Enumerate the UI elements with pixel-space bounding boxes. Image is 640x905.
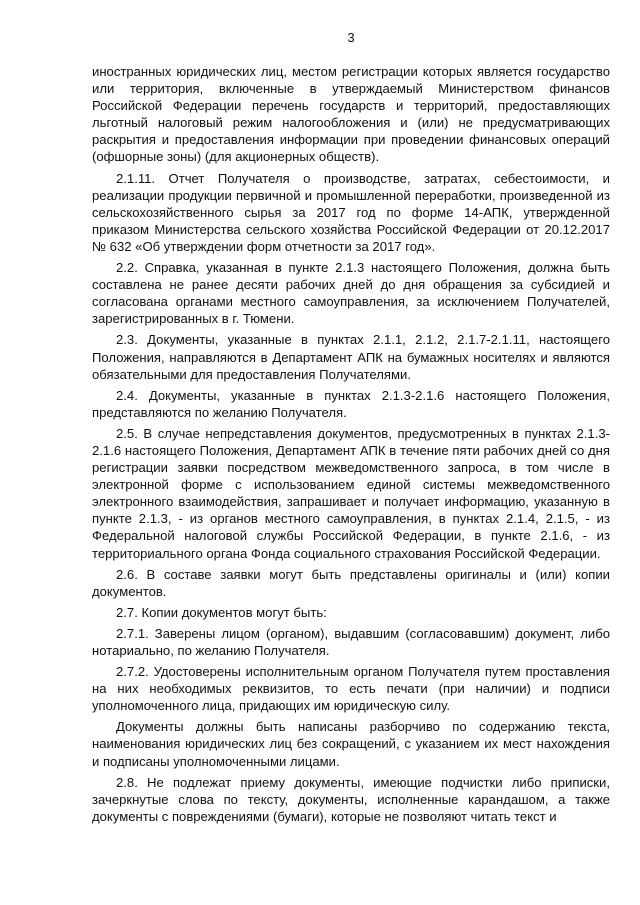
paragraph-2-1-11: 2.1.11. Отчет Получателя о производстве, затратах, себестоимости, и реализации продукции первичной и промышленной переработки, произведенной из сельскохозяйственного сырья за 2017 год по форме 14-АПК, утвержденной приказом Министерства сельского хозяйства Российской Федерации от 20.12.2017 № 632 «Об утверждении форм отчетности за 2017 год». [92, 170, 610, 254]
paragraph-continuation: иностранных юридических лиц, местом регистрации которых является государство или территория, включенные в утверждаемый Министерством финансов Российской Федерации перечень государств и территорий, предоставляющих льготный налоговый режим налогообложения и (или) не предусматривающих раскрытия и предоставления информации при проведении финансовых операций (офшорные зоны) (для акционерных обществ). [92, 64, 610, 165]
paragraph-2-7: 2.7. Копии документов могут быть: [116, 604, 327, 620]
paragraph-2-7-2: 2.7.2. Удостоверены исполнительным органом Получателя путем проставления на них необходимых реквизитов, то есть печати (при наличии) и подписи уполномоченного лица, придающих им юридическую силу. [92, 664, 610, 714]
paragraph-2-4: 2.4. Документы, указанные в пунктах 2.1.3-2.1.6 настоящего Положения, представляются по желанию Получателя. [92, 387, 610, 420]
document-body [92, 63, 610, 829]
paragraph-2-3: 2.3. Документы, указанные в пунктах 2.1.1, 2.1.2, 2.1.7-2.1.11, настоящего Положения, направляются в Департамент АПК на бумажных носителях и являются обязательными для предоставления Получателями. [92, 332, 610, 382]
paragraph-2-8: 2.8. Не подлежат приему документы, имеющие подчистки либо приписки, зачеркнутые слова по тексту, документы, исполненные карандашом, а также документы с повреждениями (бумаги), которые не позволяют читать текст и [92, 774, 610, 824]
paragraph-documents-requirements: Документы должны быть написаны разборчиво по содержанию текста, наименования юридических лиц без сокращений, с указанием их мест нахождения и подписаны уполномоченными лицами. [92, 719, 610, 769]
paragraph-2-7-1: 2.7.1. Заверены лицом (органом), выдавшим (согласовавшим) документ, либо нотариально, по желанию Получателя. [92, 625, 610, 658]
paragraph-2-5: 2.5. В случае непредставления документов, предусмотренных в пунктах 2.1.3-2.1.6 настоящего Положения, Департамент АПК в течение пяти рабочих дней со дня регистрации заявки посредством межведомственного запроса, в том числе в электронной форме с использованием единой системы межведомственного электронного взаимодействия, запрашивает и получает информацию, указанную в пункте 2.1.3, - из органов местного самоуправления, в пунктах 2.1.4, 2.1.5, - из Федеральной налоговой службы Российской Федерации, в пункте 2.1.6, - из территориального органа Фонда социального страхования Российской Федерации. [92, 425, 610, 561]
paragraph-2-6: 2.6. В составе заявки могут быть представлены оригиналы и (или) копии документов. [92, 566, 610, 599]
paragraph-2-2: 2.2. Справка, указанная в пункте 2.1.3 настоящего Положения, должна быть составлена не ранее десяти рабочих дней до дня обращения за субсидией и согласована органами местного самоуправления, за исключением Получателей, зарегистрированных в г. Тюмени. [92, 260, 610, 327]
page-number: 3 [347, 30, 355, 45]
